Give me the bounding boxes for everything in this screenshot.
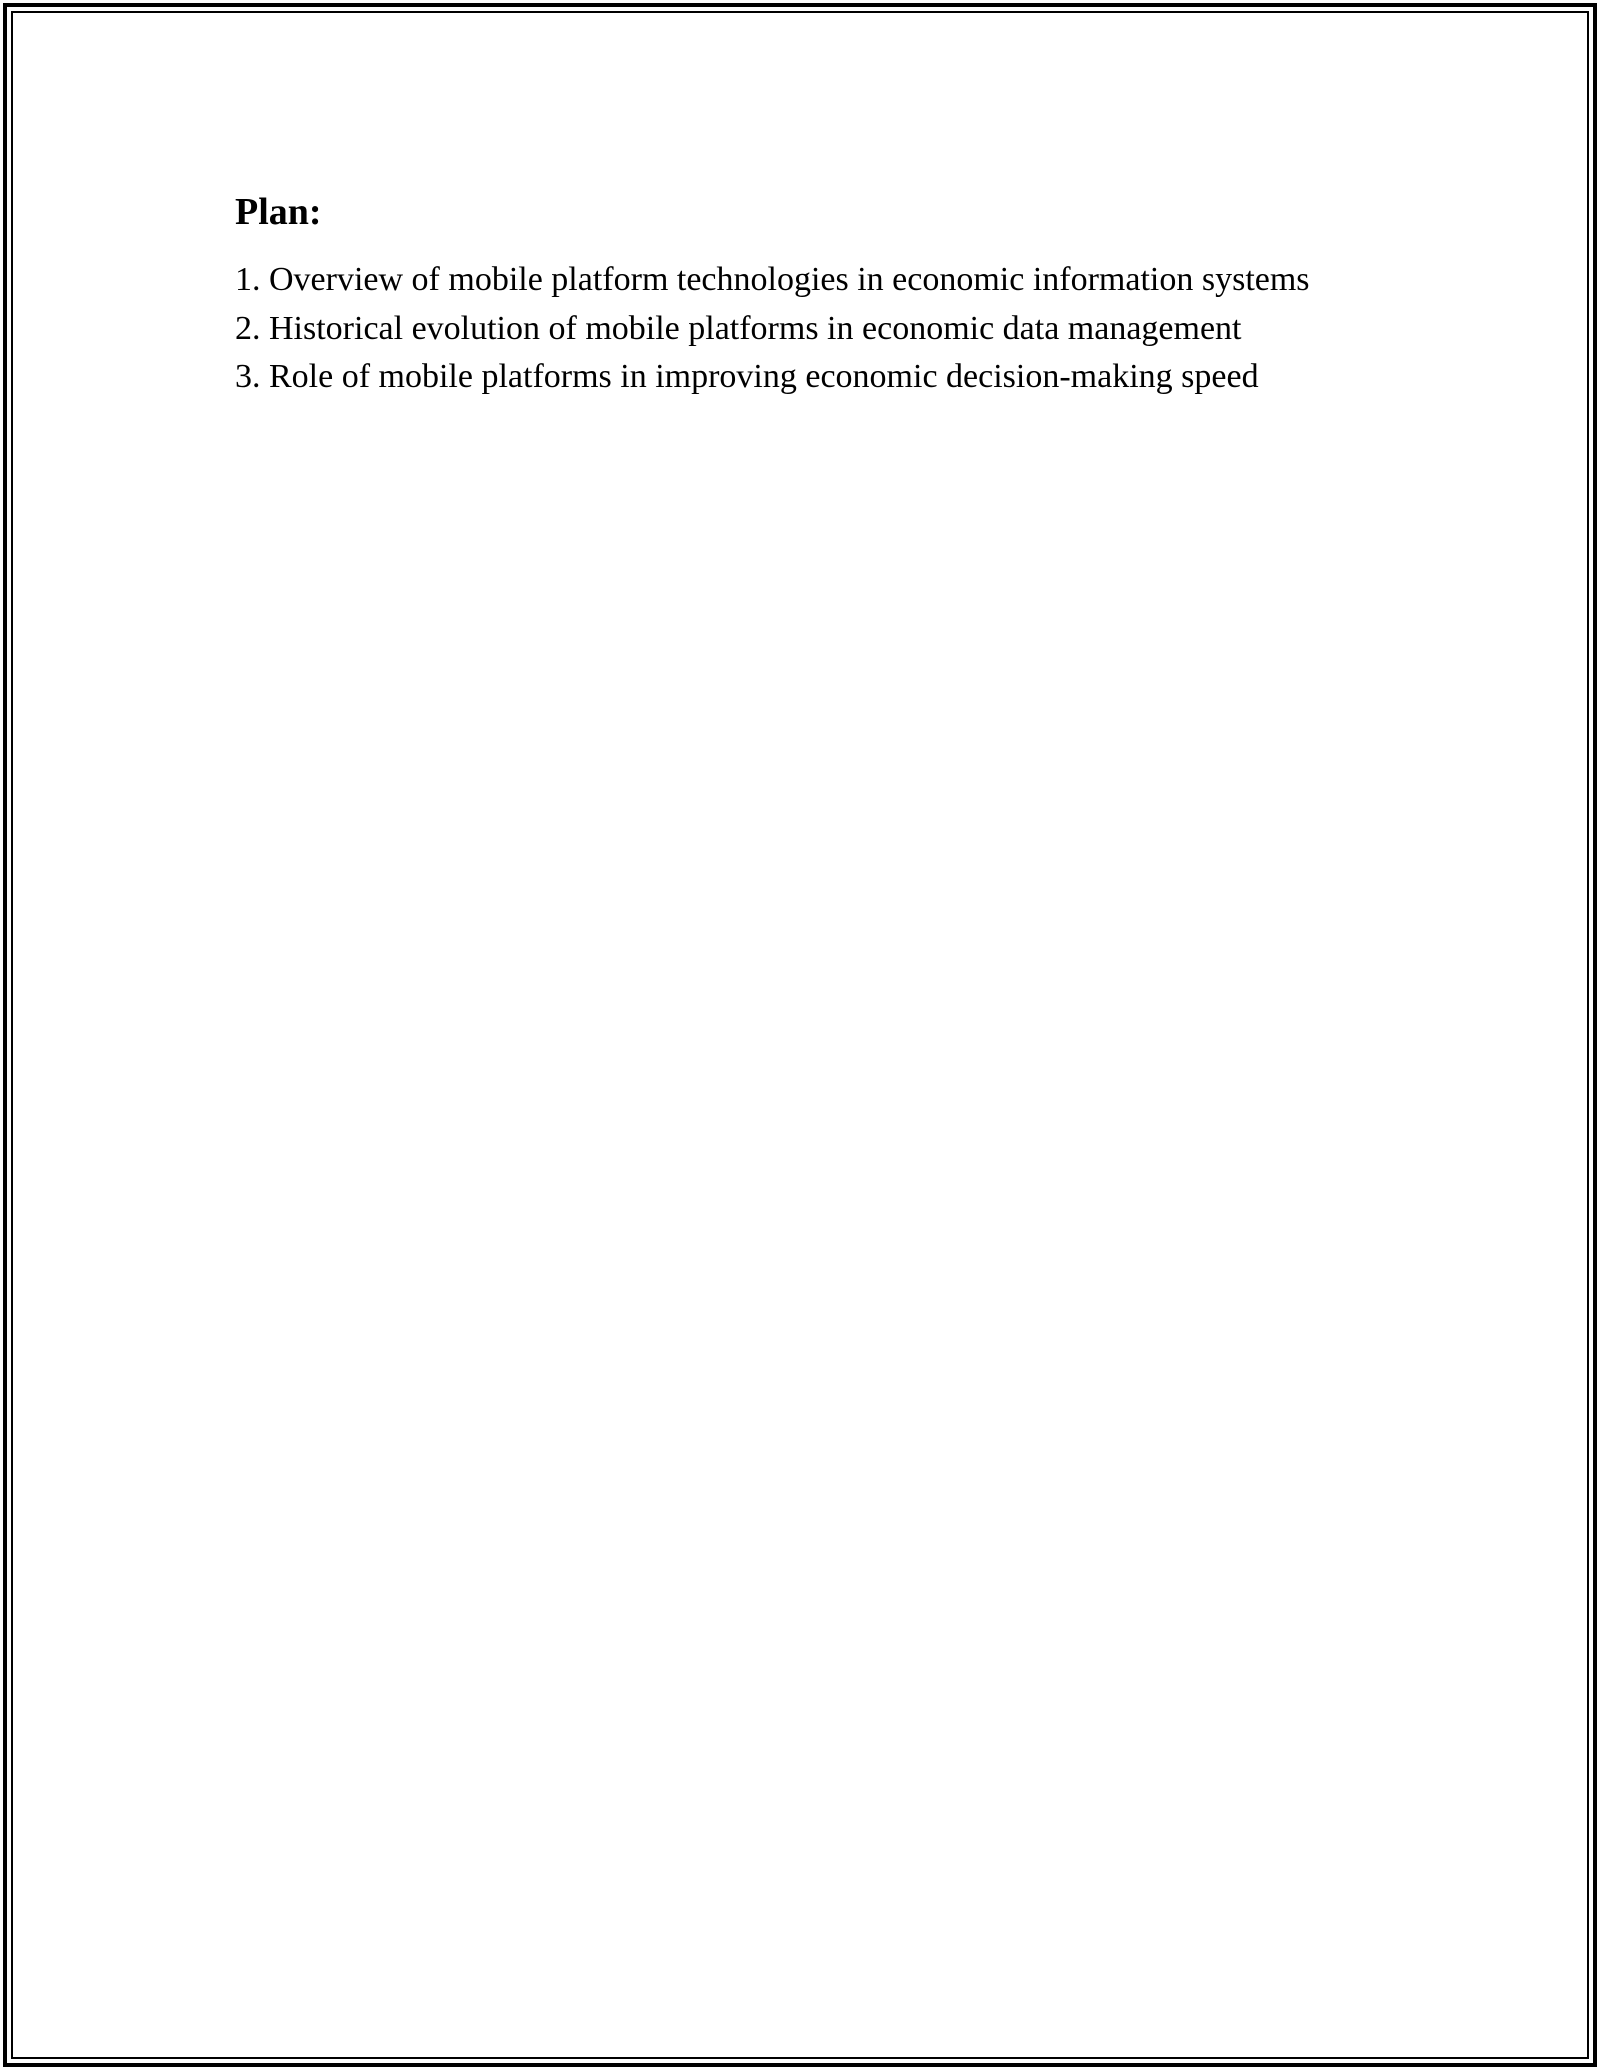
plan-item: 2. Historical evolution of mobile platforms in economic data management: [235, 309, 1242, 347]
plan-item: 1. Overview of mobile platform technologies in economic information systems: [235, 261, 1310, 298]
page-content: [235, 185, 1365, 402]
plan-heading: Plan:: [235, 191, 322, 233]
plan-list: [235, 256, 1350, 402]
plan-item: 3. Role of mobile platforms in improving economic decision-making speed: [235, 358, 1259, 395]
